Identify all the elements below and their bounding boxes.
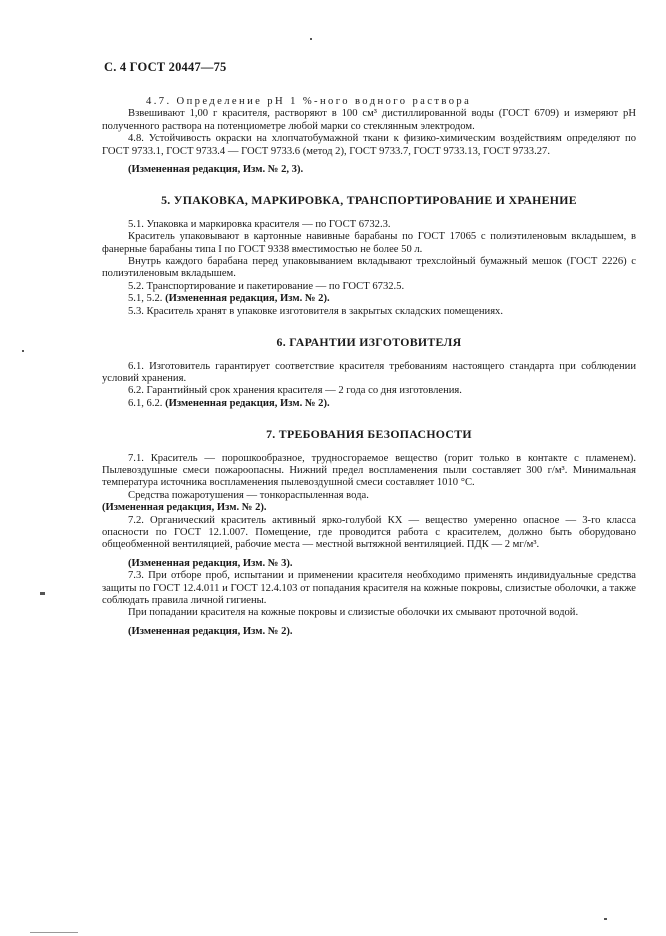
clause-5-3: 5.3. Краситель хранят в упаковке изготовителя в закрытых складских помещениях. bbox=[128, 305, 504, 317]
clause-5-2: 5.2. Транспортирование и пакетирование — по ГОСТ 6732.5. bbox=[128, 280, 405, 292]
clause-7-1-extinguishing: Средства пожаротушения — тонкораспыленная вода. bbox=[128, 489, 369, 501]
amendment-note-5 bbox=[102, 293, 636, 305]
note-prefix: 5.1, 5.2. bbox=[128, 293, 163, 305]
clause-6-2: 6.2. Гарантийный срок хранения красителя — 2 года со дня изготовления. bbox=[128, 385, 462, 397]
clause-5-1: 5.1. Упаковка и маркировка красителя — по ГОСТ 6732.3. bbox=[128, 218, 391, 230]
scan-speck bbox=[604, 918, 607, 920]
scan-speck bbox=[40, 592, 45, 595]
note-text: (Измененная редакция, Изм. № 2). bbox=[165, 397, 330, 409]
section-5-title: 5. УПАКОВКА, МАРКИРОВКА, ТРАНСПОРТИРОВАНИЕ И ХРАНЕНИЕ bbox=[161, 193, 577, 208]
scan-speck bbox=[310, 38, 312, 40]
scan-speck bbox=[22, 350, 24, 352]
page-content bbox=[102, 96, 636, 638]
clause-7-3-wash: При попадании красителя на кожные покровы и слизистые оболочки их смывают проточной водой. bbox=[128, 607, 579, 619]
clause-4-7-title: 4.7. Определение pH 1 %-ного водного раствора bbox=[146, 96, 472, 107]
clause-4-8-text: 4.8. Устойчивость окраски на хлопчатобумажной ткани к физико-химическим воздействиям определяют по ГОСТ 9733.1, ГОСТ 9733.4 — ГОСТ 9733.6 (метод 2), ГОСТ 9733.7, ГОСТ 9733.13, ГОСТ 9733.27. bbox=[102, 133, 636, 157]
clause-7-2: 7.2. Органический краситель активный ярко-голубой КХ — вещество умеренно опасное — 3-го класса опасности по ГОСТ 12.1.007. Помещение, где проводится работа с красителем, должно быть оборудовано общеобменной вентиляцией, рабочие места — местной вытяжной вентиляцией. ПДК — 2 мг/м³. bbox=[102, 514, 636, 551]
section-7-title: 7. ТРЕБОВАНИЯ БЕЗОПАСНОСТИ bbox=[266, 427, 472, 442]
clause-7-3: 7.3. При отборе проб, испытании и применении красителя необходимо применять индивидуальные средства защиты по ГОСТ 12.4.011 и ГОСТ 12.4.103 от попадания красителя на кожные покровы, слизистые оболочки, а также соблюдать правила личной гигиены. bbox=[102, 570, 636, 606]
scan-rule bbox=[30, 932, 78, 933]
clause-6-1: 6.1. Изготовитель гарантирует соответствие красителя требованиям настоящего стандарта при соблюдении условий хранения. bbox=[102, 360, 636, 384]
amendment-note-7-3: (Измененная редакция, Изм. № 2). bbox=[128, 625, 293, 637]
clause-4-7-text: Взвешивают 1,00 г красителя, растворяют в 100 см³ дистиллированной воды (ГОСТ 6709) и измеряют pH полученного раствора на потенциометре любой марки со стеклянным электродом. bbox=[102, 108, 636, 132]
amendment-note: (Измененная редакция, Изм. № 2, 3). bbox=[128, 164, 304, 176]
amendment-note-6 bbox=[102, 398, 636, 410]
clause-5-1-packing: Краситель упаковывают в картонные навивные барабаны по ГОСТ 17065 с полиэтиленовым вкладышем, в фанерные барабаны типа I по ГОСТ 9338 вместимостью не более 50 л. bbox=[102, 231, 636, 255]
section-6-title: 6. ГАРАНТИИ ИЗГОТОВИТЕЛЯ bbox=[276, 335, 462, 350]
note-prefix: 6.1, 6.2. bbox=[128, 397, 163, 409]
amendment-note-7-1: (Измененная редакция, Изм. № 2). bbox=[102, 502, 267, 514]
note-text: (Измененная редакция, Изм. № 2). bbox=[165, 293, 330, 305]
amendment-note-7-2: (Измененная редакция, Изм. № 3). bbox=[128, 557, 293, 569]
clause-5-1-bag: Внутрь каждого барабана перед упаковыванием вкладывают трехслойный бумажный мешок (ГОСТ 2226) с полиэтиленовым вкладышем. bbox=[102, 256, 636, 280]
page-header: С. 4 ГОСТ 20447—75 bbox=[104, 60, 227, 74]
clause-7-1: 7.1. Краситель — порошкообразное, трудносгораемое вещество (горит только в контакте с пламенем). Пылевоздушные смеси пожароопасны. Нижний предел воспламенения пыли составляет 300 г/м³. Минимальная температура источника воспламенения пылевоздушной смеси составляет 1010 °С. bbox=[102, 452, 636, 489]
